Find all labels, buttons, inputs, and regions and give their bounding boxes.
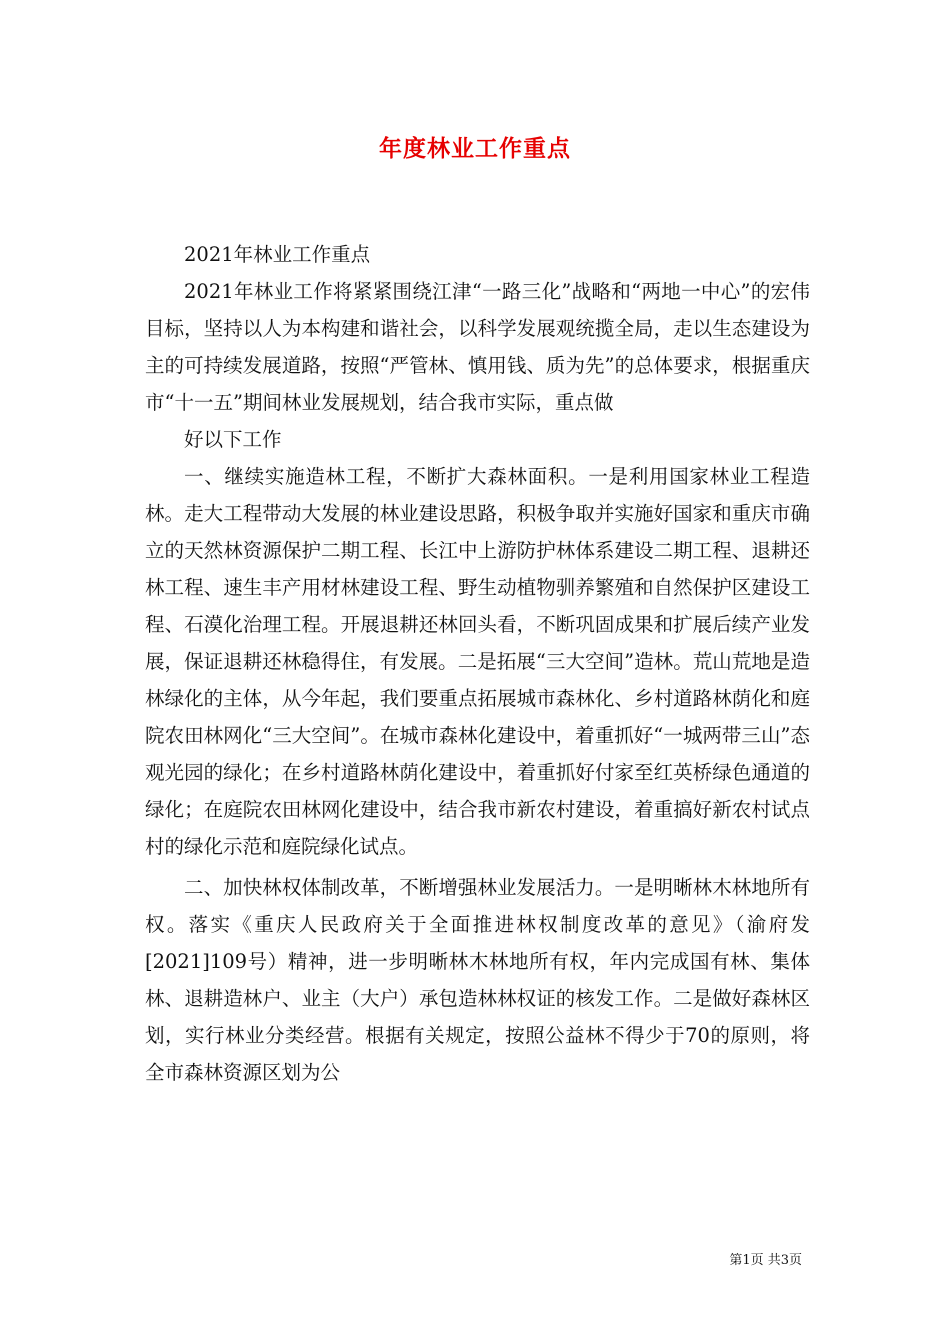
page-number: 第1页 共3页	[729, 1253, 802, 1268]
paragraph-intro-continued: 好以下工作	[184, 428, 282, 451]
paragraph-section-two: 二、加快林权体制改革，不断增强林业发展活力。一是明晰林木林地所有权。落实《重庆人民政府关于全面推进林权制度改革的意见》（渝府发[2021]109号）精神，进一步明晰林木林地所有权，年内完成国有林、集体林、退耕造林户、业主（大户）承包造林林权证的核发工作。二是做好森林区划，实行林业分类经营。根据有关规定，按照公益林不得少于70的原则，将全市森林资源区划为公	[145, 876, 810, 1084]
document-title: 年度林业工作重点	[379, 135, 571, 162]
paragraph-section-one: 一、继续实施造林工程，不断扩大森林面积。一是利用国家林业工程造林。走大工程带动大发展的林业建设思路，积极争取并实施好国家和重庆市确立的天然林资源保护二期工程、长江中上游防护林体系建设二期工程、退耕还林工程、速生丰产用材林建设工程、野生动植物驯养繁殖和自然保护区建设工程、石漠化治理工程。开展退耕还林回头看，不断巩固成果和扩展后续产业发展，保证退耕还林稳得住，有发展。二是拓展“三大空间”造林。荒山荒地是造林绿化的主体，从今年起，我们要重点拓展城市森林化、乡村道路林荫化和庭院农田林网化“三大空间”。在城市森林化建设中，着重抓好“一城两带三山”态观光园的绿化；在乡村道路林荫化建设中，着重抓好付家至红英桥绿色通道的绿化；在庭院农田林网化建设中，结合我市新农村建设，着重搞好新农村试点村的绿化示范和庭院绿化试点。	[145, 465, 810, 858]
paragraph-subtitle: 2021年林业工作重点	[184, 243, 371, 266]
document-body	[145, 236, 810, 1091]
paragraph-intro: 2021年林业工作将紧紧围绕江津“一路三化”战略和“两地一中心”的宏伟目标，坚持以人为本构建和谐社会，以科学发展观统揽全局，走以生态建设为主的可持续发展道路，按照“严管林、慎用钱、质为先”的总体要求，根据重庆市“十一五”期间林业发展规划，结合我市实际，重点做	[145, 280, 810, 414]
